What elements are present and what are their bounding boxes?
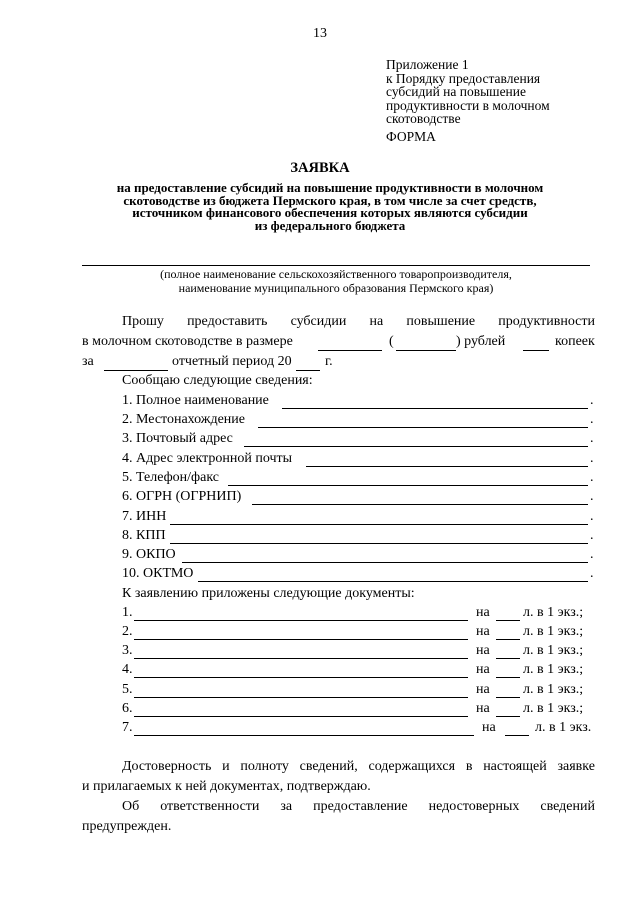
field-end: . (590, 547, 594, 562)
doc-number: 4. (122, 662, 133, 677)
applicant-name-line[interactable] (82, 265, 590, 266)
appendix-line: продуктивности в молочном (386, 97, 550, 113)
period-blank[interactable] (104, 370, 168, 371)
doc-na: на (476, 701, 490, 716)
doc-name-line[interactable] (134, 677, 468, 678)
field-phone-label: 5. Телефон/факс (122, 470, 220, 485)
doc-tail: л. в 1 экз.; (523, 643, 584, 658)
note-line: (полное наименование сельскохозяйственного товаропроизводителя, (160, 267, 512, 281)
period-label: отчетный период 20 (172, 354, 292, 369)
field-kpp-line[interactable] (170, 543, 588, 544)
doc-pages-blank[interactable] (496, 697, 520, 698)
field-phone-line[interactable] (228, 485, 588, 486)
doc-tail: л. в 1 экз.; (523, 701, 584, 716)
doc-pages-blank[interactable] (496, 677, 520, 678)
word: полноту (240, 759, 289, 774)
word: Достоверность (122, 759, 212, 774)
doc-na: на (482, 720, 496, 735)
subtitle-line: на предоставление субсидий на повышение продуктивности в молочном (116, 180, 544, 195)
doc-pages-blank[interactable] (496, 639, 520, 640)
closing-p1-line-1 (122, 759, 595, 775)
year-blank[interactable] (296, 370, 320, 371)
field-end: . (590, 509, 594, 524)
doc-tail: л. в 1 экз. (535, 720, 592, 735)
field-oktmo-label: 10. ОКТМО (122, 566, 194, 581)
request-line-2-text: в молочном скотоводстве в размере (82, 334, 293, 349)
doc-number: 2. (122, 624, 133, 639)
doc-tail: л. в 1 экз.; (523, 682, 584, 697)
kopecks-blank[interactable] (523, 350, 549, 351)
applicant-note (82, 267, 590, 295)
kopecks-label: копеек (555, 334, 595, 349)
closing-p2-line-1 (122, 799, 595, 815)
field-email-line[interactable] (306, 466, 588, 467)
closing-p2-line-2: предупрежден. (82, 819, 172, 834)
subtitle-line: из федерального бюджета (254, 217, 406, 233)
word: за (280, 799, 293, 814)
field-full-name-line[interactable] (282, 408, 588, 409)
word: заявке (557, 759, 595, 774)
doc-number: 1. (122, 605, 133, 620)
doc-na: на (476, 605, 490, 620)
word: недостоверных (428, 799, 520, 814)
doc-na: на (476, 682, 490, 697)
word: и (222, 759, 230, 774)
word: субсидии (290, 314, 347, 329)
amount-blank[interactable] (318, 350, 382, 351)
word: продуктивности (498, 314, 595, 329)
form-label: ФОРМА (386, 129, 436, 144)
info-intro: Сообщаю следующие сведения: (122, 373, 313, 388)
field-end: . (590, 393, 594, 408)
word: сведений (540, 799, 595, 814)
word: повышение (406, 314, 476, 329)
word: ответственности (160, 799, 260, 814)
word: Об (122, 799, 140, 814)
document-subtitle (60, 182, 600, 232)
appendix-line: скотоводстве (386, 111, 461, 126)
doc-na: на (476, 643, 490, 658)
word: предоставить (187, 314, 268, 329)
doc-number: 3. (122, 643, 133, 658)
field-okpo-label: 9. ОКПО (122, 547, 176, 562)
field-location-label: 2. Местонахождение (122, 412, 246, 427)
word: предоставление (313, 799, 408, 814)
doc-number: 5. (122, 682, 133, 697)
doc-name-line[interactable] (134, 697, 468, 698)
field-inn-label: 7. ИНН (122, 509, 167, 524)
rubles-label: ) рублей (456, 334, 506, 349)
word: настоящей (483, 759, 547, 774)
doc-tail: л. в 1 экз.; (523, 605, 584, 620)
doc-pages-blank[interactable] (496, 658, 520, 659)
appendix-line: Приложение 1 (386, 57, 469, 72)
field-end: . (590, 489, 594, 504)
year-suffix: г. (325, 354, 333, 369)
doc-name-line[interactable] (134, 620, 468, 621)
field-ogrn-line[interactable] (252, 504, 588, 505)
field-end: . (590, 528, 594, 543)
doc-na: на (476, 662, 490, 677)
field-ogrn-label: 6. ОГРН (ОГРНИП) (122, 489, 242, 504)
doc-name-line[interactable] (134, 639, 468, 640)
request-line-1 (122, 314, 595, 330)
field-end: . (590, 412, 594, 427)
doc-name-line[interactable] (134, 658, 468, 659)
word: Прошу (122, 314, 164, 329)
word: содержащихся (368, 759, 456, 774)
closing-p1-line-2: и прилагаемых к ней документах, подтверждаю. (82, 779, 371, 794)
field-full-name-label: 1. Полное наименование (122, 393, 269, 408)
field-location-line[interactable] (258, 427, 588, 428)
field-end: . (590, 451, 594, 466)
page-number: 13 (313, 26, 327, 41)
field-postal-line[interactable] (244, 446, 588, 447)
field-inn-line[interactable] (170, 524, 588, 525)
paren-open: ( (389, 334, 394, 349)
document-title: ЗАЯВКА (290, 160, 350, 176)
doc-name-line[interactable] (134, 735, 474, 736)
doc-pages-blank[interactable] (505, 735, 529, 736)
field-kpp-label: 8. КПП (122, 528, 166, 543)
word: сведений, (299, 759, 358, 774)
field-postal-label: 3. Почтовый адрес (122, 431, 233, 446)
word: на (369, 314, 384, 329)
appendix-line: к Порядку предоставления (386, 70, 541, 86)
field-email-label: 4. Адрес электронной почты (122, 451, 293, 466)
appendix-line: субсидий на повышение (386, 84, 527, 99)
word: в (465, 759, 473, 774)
subtitle-line: источником финансового обеспечения которых являются субсидии (132, 205, 528, 220)
doc-number: 6. (122, 701, 133, 716)
doc-pages-blank[interactable] (496, 716, 520, 717)
field-end: . (590, 470, 594, 485)
request-line-3-text: за (82, 354, 94, 369)
doc-pages-blank[interactable] (496, 620, 520, 621)
amount-words-blank[interactable] (396, 350, 456, 351)
field-oktmo-line[interactable] (198, 581, 588, 582)
subtitle-line: скотоводстве из бюджета Пермского края, в том числе за счет средств, (123, 192, 537, 208)
field-end: . (590, 566, 594, 581)
doc-number: 7. (122, 720, 133, 735)
docs-intro: К заявлению приложены следующие документы: (122, 586, 415, 601)
note-line: наименование муниципального образования Пермского края) (178, 281, 494, 295)
doc-tail: л. в 1 экз.; (523, 624, 584, 639)
field-end: . (590, 431, 594, 446)
appendix-block (386, 58, 550, 126)
field-okpo-line[interactable] (182, 562, 588, 563)
doc-na: на (476, 624, 490, 639)
doc-tail: л. в 1 экз.; (523, 662, 584, 677)
doc-name-line[interactable] (134, 716, 468, 717)
